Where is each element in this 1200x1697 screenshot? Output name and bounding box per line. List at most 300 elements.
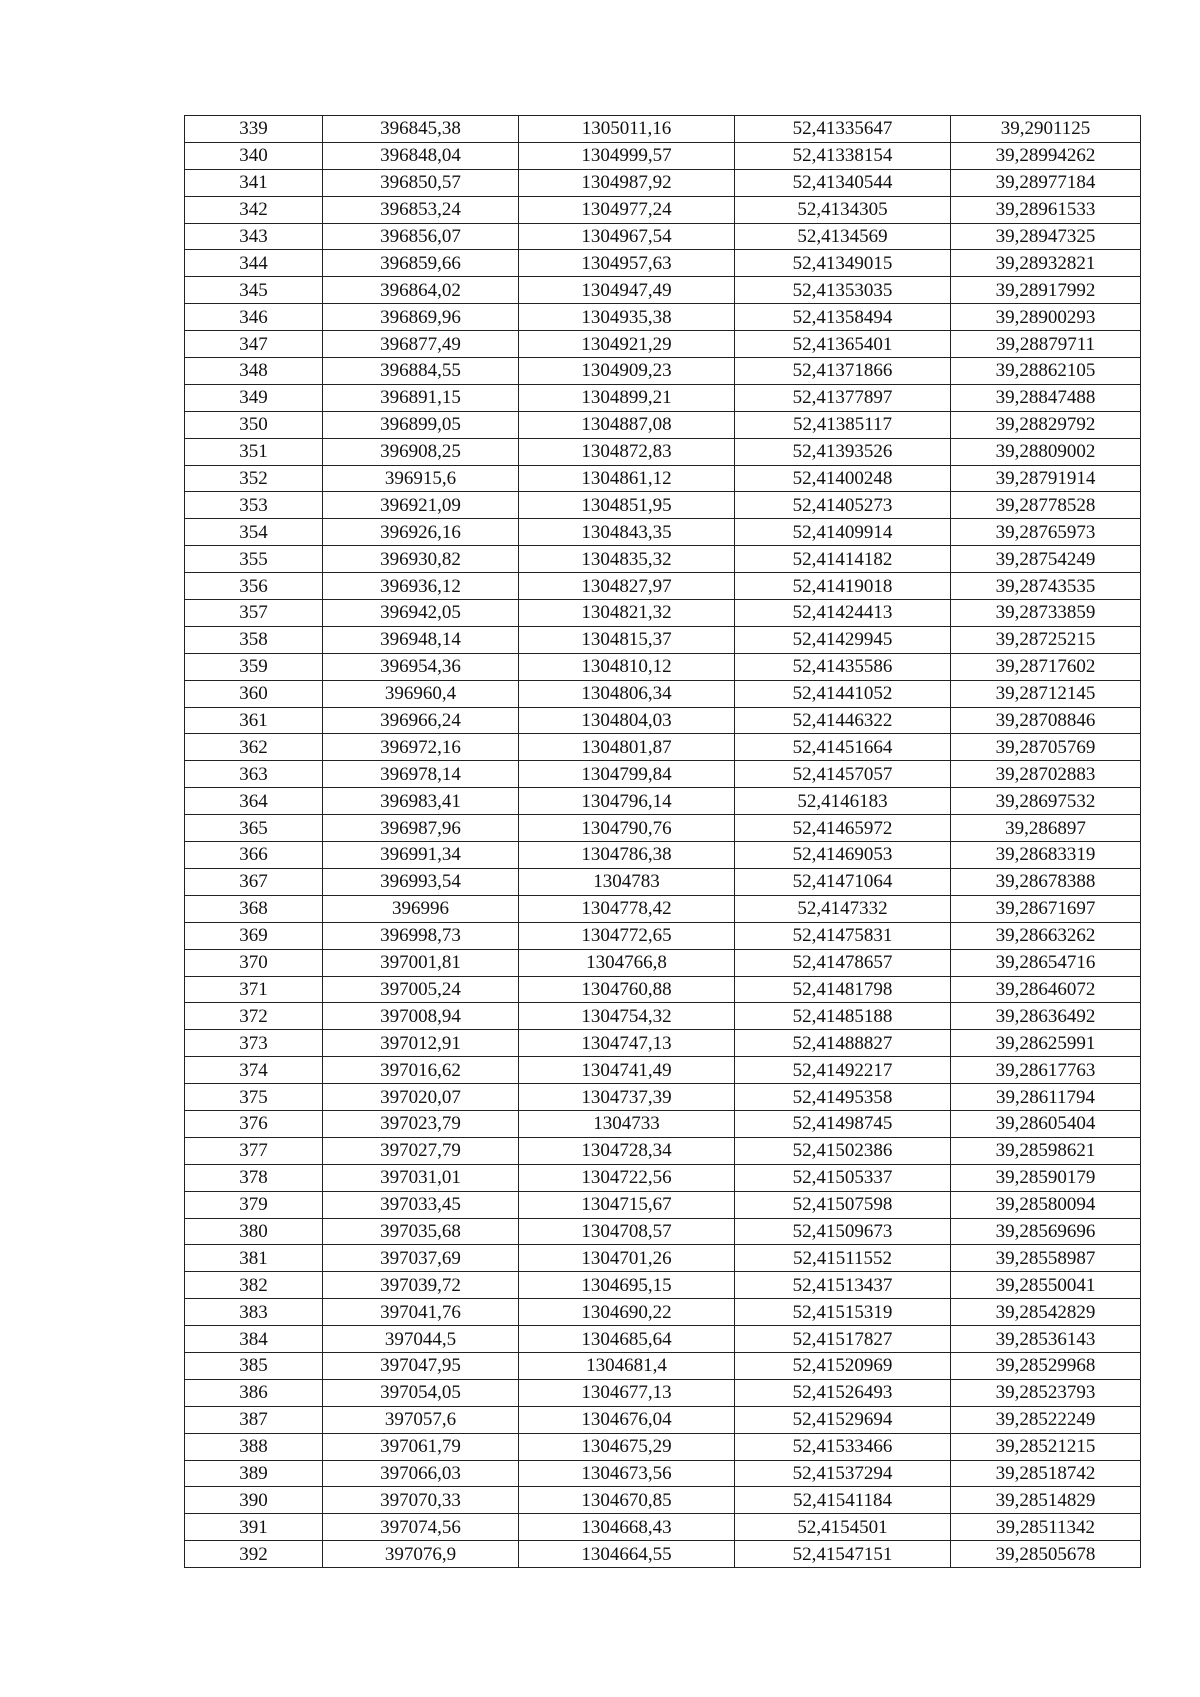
longitude-cell: 39,28536143 [951, 1326, 1141, 1353]
y-coordinate-cell: 1304760,88 [519, 976, 735, 1003]
longitude-cell: 39,28663262 [951, 922, 1141, 949]
point-number-cell: 371 [185, 976, 323, 1003]
point-number-cell: 378 [185, 1164, 323, 1191]
table-row [185, 1084, 1141, 1111]
point-number-cell: 369 [185, 922, 323, 949]
longitude-cell: 39,28514829 [951, 1487, 1141, 1514]
coordinates-table-body [185, 116, 1141, 1568]
x-coordinate-cell: 396972,16 [323, 734, 519, 761]
x-coordinate-cell: 397012,91 [323, 1030, 519, 1057]
table-row [185, 142, 1141, 169]
longitude-cell: 39,28654716 [951, 949, 1141, 976]
latitude-cell: 52,41451664 [735, 734, 951, 761]
x-coordinate-cell: 397016,62 [323, 1057, 519, 1084]
x-coordinate-cell: 396921,09 [323, 492, 519, 519]
latitude-cell: 52,4154501 [735, 1514, 951, 1541]
y-coordinate-cell: 1304799,84 [519, 761, 735, 788]
longitude-cell: 39,28569696 [951, 1218, 1141, 1245]
x-coordinate-cell: 397008,94 [323, 1003, 519, 1030]
table-row [185, 384, 1141, 411]
point-number-cell: 358 [185, 626, 323, 653]
point-number-cell: 341 [185, 169, 323, 196]
x-coordinate-cell: 397044,5 [323, 1326, 519, 1353]
latitude-cell: 52,41446322 [735, 707, 951, 734]
longitude-cell: 39,28646072 [951, 976, 1141, 1003]
y-coordinate-cell: 1304810,12 [519, 653, 735, 680]
x-coordinate-cell: 396993,54 [323, 868, 519, 895]
point-number-cell: 367 [185, 868, 323, 895]
longitude-cell: 39,28697532 [951, 788, 1141, 815]
longitude-cell: 39,28522249 [951, 1406, 1141, 1433]
y-coordinate-cell: 1304935,38 [519, 304, 735, 331]
latitude-cell: 52,41511552 [735, 1245, 951, 1272]
y-coordinate-cell: 1304801,87 [519, 734, 735, 761]
table-row [185, 1299, 1141, 1326]
point-number-cell: 356 [185, 573, 323, 600]
x-coordinate-cell: 397074,56 [323, 1514, 519, 1541]
latitude-cell: 52,41541184 [735, 1487, 951, 1514]
table-row [185, 1137, 1141, 1164]
x-coordinate-cell: 396845,38 [323, 116, 519, 143]
longitude-cell: 39,28765973 [951, 519, 1141, 546]
y-coordinate-cell: 1304977,24 [519, 196, 735, 223]
latitude-cell: 52,41349015 [735, 250, 951, 277]
point-number-cell: 382 [185, 1272, 323, 1299]
table-row [185, 600, 1141, 627]
x-coordinate-cell: 397054,05 [323, 1379, 519, 1406]
point-number-cell: 355 [185, 546, 323, 573]
latitude-cell: 52,41495358 [735, 1084, 951, 1111]
point-number-cell: 361 [185, 707, 323, 734]
longitude-cell: 39,28521215 [951, 1433, 1141, 1460]
latitude-cell: 52,41509673 [735, 1218, 951, 1245]
table-row [185, 465, 1141, 492]
point-number-cell: 347 [185, 331, 323, 358]
x-coordinate-cell: 396960,4 [323, 680, 519, 707]
point-number-cell: 387 [185, 1406, 323, 1433]
longitude-cell: 39,286897 [951, 815, 1141, 842]
x-coordinate-cell: 396942,05 [323, 600, 519, 627]
x-coordinate-cell: 396899,05 [323, 411, 519, 438]
y-coordinate-cell: 1304741,49 [519, 1057, 735, 1084]
point-number-cell: 392 [185, 1541, 323, 1568]
x-coordinate-cell: 396856,07 [323, 223, 519, 250]
latitude-cell: 52,41358494 [735, 304, 951, 331]
y-coordinate-cell: 1304790,76 [519, 815, 735, 842]
x-coordinate-cell: 397061,79 [323, 1433, 519, 1460]
longitude-cell: 39,28678388 [951, 868, 1141, 895]
table-row [185, 250, 1141, 277]
point-number-cell: 380 [185, 1218, 323, 1245]
x-coordinate-cell: 396859,66 [323, 250, 519, 277]
y-coordinate-cell: 1304872,83 [519, 438, 735, 465]
y-coordinate-cell: 1304921,29 [519, 331, 735, 358]
latitude-cell: 52,41515319 [735, 1299, 951, 1326]
latitude-cell: 52,41340544 [735, 169, 951, 196]
table-row [185, 546, 1141, 573]
table-row [185, 1218, 1141, 1245]
latitude-cell: 52,41529694 [735, 1406, 951, 1433]
table-row [185, 438, 1141, 465]
latitude-cell: 52,41353035 [735, 277, 951, 304]
longitude-cell: 39,28683319 [951, 842, 1141, 869]
point-number-cell: 385 [185, 1352, 323, 1379]
longitude-cell: 39,28829792 [951, 411, 1141, 438]
y-coordinate-cell: 1304670,85 [519, 1487, 735, 1514]
point-number-cell: 375 [185, 1084, 323, 1111]
latitude-cell: 52,41400248 [735, 465, 951, 492]
y-coordinate-cell: 1304754,32 [519, 1003, 735, 1030]
point-number-cell: 339 [185, 116, 323, 143]
y-coordinate-cell: 1304899,21 [519, 384, 735, 411]
point-number-cell: 359 [185, 653, 323, 680]
table-row [185, 519, 1141, 546]
point-number-cell: 343 [185, 223, 323, 250]
latitude-cell: 52,41429945 [735, 626, 951, 653]
longitude-cell: 39,28708846 [951, 707, 1141, 734]
point-number-cell: 368 [185, 895, 323, 922]
x-coordinate-cell: 396853,24 [323, 196, 519, 223]
longitude-cell: 39,28961533 [951, 196, 1141, 223]
table-row [185, 868, 1141, 895]
table-row [185, 223, 1141, 250]
y-coordinate-cell: 1304673,56 [519, 1460, 735, 1487]
y-coordinate-cell: 1304796,14 [519, 788, 735, 815]
y-coordinate-cell: 1304987,92 [519, 169, 735, 196]
latitude-cell: 52,41507598 [735, 1191, 951, 1218]
latitude-cell: 52,41457057 [735, 761, 951, 788]
y-coordinate-cell: 1304733 [519, 1110, 735, 1137]
latitude-cell: 52,41485188 [735, 1003, 951, 1030]
table-row [185, 1326, 1141, 1353]
x-coordinate-cell: 396978,14 [323, 761, 519, 788]
longitude-cell: 39,28558987 [951, 1245, 1141, 1272]
table-row [185, 1245, 1141, 1272]
latitude-cell: 52,41469053 [735, 842, 951, 869]
longitude-cell: 39,28636492 [951, 1003, 1141, 1030]
longitude-cell: 39,28518742 [951, 1460, 1141, 1487]
table-row [185, 1057, 1141, 1084]
longitude-cell: 39,28705769 [951, 734, 1141, 761]
latitude-cell: 52,41498745 [735, 1110, 951, 1137]
latitude-cell: 52,41424413 [735, 600, 951, 627]
table-row [185, 1406, 1141, 1433]
point-number-cell: 389 [185, 1460, 323, 1487]
y-coordinate-cell: 1304737,39 [519, 1084, 735, 1111]
x-coordinate-cell: 396998,73 [323, 922, 519, 949]
x-coordinate-cell: 397070,33 [323, 1487, 519, 1514]
longitude-cell: 39,28778528 [951, 492, 1141, 519]
point-number-cell: 386 [185, 1379, 323, 1406]
latitude-cell: 52,41393526 [735, 438, 951, 465]
latitude-cell: 52,41371866 [735, 358, 951, 385]
table-row [185, 1514, 1141, 1541]
table-row [185, 1487, 1141, 1514]
point-number-cell: 362 [185, 734, 323, 761]
point-number-cell: 388 [185, 1433, 323, 1460]
y-coordinate-cell: 1304772,65 [519, 922, 735, 949]
x-coordinate-cell: 396884,55 [323, 358, 519, 385]
longitude-cell: 39,28754249 [951, 546, 1141, 573]
longitude-cell: 39,28598621 [951, 1137, 1141, 1164]
x-coordinate-cell: 396991,34 [323, 842, 519, 869]
latitude-cell: 52,41492217 [735, 1057, 951, 1084]
x-coordinate-cell: 396954,36 [323, 653, 519, 680]
point-number-cell: 391 [185, 1514, 323, 1541]
x-coordinate-cell: 397057,6 [323, 1406, 519, 1433]
point-number-cell: 360 [185, 680, 323, 707]
x-coordinate-cell: 397023,79 [323, 1110, 519, 1137]
table-row [185, 653, 1141, 680]
x-coordinate-cell: 396983,41 [323, 788, 519, 815]
point-number-cell: 344 [185, 250, 323, 277]
x-coordinate-cell: 396850,57 [323, 169, 519, 196]
longitude-cell: 39,28617763 [951, 1057, 1141, 1084]
point-number-cell: 345 [185, 277, 323, 304]
longitude-cell: 39,28809002 [951, 438, 1141, 465]
table-row [185, 277, 1141, 304]
longitude-cell: 39,28932821 [951, 250, 1141, 277]
point-number-cell: 384 [185, 1326, 323, 1353]
x-coordinate-cell: 397027,79 [323, 1137, 519, 1164]
y-coordinate-cell: 1304715,67 [519, 1191, 735, 1218]
table-row [185, 1352, 1141, 1379]
longitude-cell: 39,28511342 [951, 1514, 1141, 1541]
y-coordinate-cell: 1304728,34 [519, 1137, 735, 1164]
y-coordinate-cell: 1304783 [519, 868, 735, 895]
x-coordinate-cell: 397047,95 [323, 1352, 519, 1379]
latitude-cell: 52,41537294 [735, 1460, 951, 1487]
y-coordinate-cell: 1304887,08 [519, 411, 735, 438]
longitude-cell: 39,28791914 [951, 465, 1141, 492]
latitude-cell: 52,41419018 [735, 573, 951, 600]
longitude-cell: 39,28725215 [951, 626, 1141, 653]
x-coordinate-cell: 397033,45 [323, 1191, 519, 1218]
table-row [185, 1003, 1141, 1030]
y-coordinate-cell: 1304861,12 [519, 465, 735, 492]
latitude-cell: 52,41377897 [735, 384, 951, 411]
latitude-cell: 52,41365401 [735, 331, 951, 358]
y-coordinate-cell: 1304786,38 [519, 842, 735, 869]
longitude-cell: 39,28702883 [951, 761, 1141, 788]
latitude-cell: 52,4147332 [735, 895, 951, 922]
point-number-cell: 354 [185, 519, 323, 546]
x-coordinate-cell: 396936,12 [323, 573, 519, 600]
latitude-cell: 52,41441052 [735, 680, 951, 707]
x-coordinate-cell: 396926,16 [323, 519, 519, 546]
point-number-cell: 340 [185, 142, 323, 169]
latitude-cell: 52,41465972 [735, 815, 951, 842]
y-coordinate-cell: 1304701,26 [519, 1245, 735, 1272]
point-number-cell: 376 [185, 1110, 323, 1137]
table-row [185, 842, 1141, 869]
table-row [185, 1110, 1141, 1137]
x-coordinate-cell: 396996 [323, 895, 519, 922]
coordinates-table [184, 115, 1141, 1568]
y-coordinate-cell: 1304675,29 [519, 1433, 735, 1460]
longitude-cell: 39,28712145 [951, 680, 1141, 707]
table-row [185, 1433, 1141, 1460]
y-coordinate-cell: 1304947,49 [519, 277, 735, 304]
y-coordinate-cell: 1304681,4 [519, 1352, 735, 1379]
latitude-cell: 52,41513437 [735, 1272, 951, 1299]
point-number-cell: 370 [185, 949, 323, 976]
y-coordinate-cell: 1304909,23 [519, 358, 735, 385]
point-number-cell: 350 [185, 411, 323, 438]
x-coordinate-cell: 396891,15 [323, 384, 519, 411]
longitude-cell: 39,28580094 [951, 1191, 1141, 1218]
longitude-cell: 39,28994262 [951, 142, 1141, 169]
y-coordinate-cell: 1304664,55 [519, 1541, 735, 1568]
latitude-cell: 52,41478657 [735, 949, 951, 976]
longitude-cell: 39,2901125 [951, 116, 1141, 143]
latitude-cell: 52,41409914 [735, 519, 951, 546]
longitude-cell: 39,28529968 [951, 1352, 1141, 1379]
y-coordinate-cell: 1304722,56 [519, 1164, 735, 1191]
table-row [185, 949, 1141, 976]
y-coordinate-cell: 1304827,97 [519, 573, 735, 600]
latitude-cell: 52,41520969 [735, 1352, 951, 1379]
point-number-cell: 363 [185, 761, 323, 788]
table-row [185, 492, 1141, 519]
longitude-cell: 39,28542829 [951, 1299, 1141, 1326]
point-number-cell: 373 [185, 1030, 323, 1057]
longitude-cell: 39,28862105 [951, 358, 1141, 385]
y-coordinate-cell: 1304685,64 [519, 1326, 735, 1353]
longitude-cell: 39,28717602 [951, 653, 1141, 680]
y-coordinate-cell: 1304766,8 [519, 949, 735, 976]
table-row [185, 573, 1141, 600]
latitude-cell: 52,4134569 [735, 223, 951, 250]
longitude-cell: 39,28605404 [951, 1110, 1141, 1137]
longitude-cell: 39,28977184 [951, 169, 1141, 196]
y-coordinate-cell: 1304677,13 [519, 1379, 735, 1406]
longitude-cell: 39,28947325 [951, 223, 1141, 250]
latitude-cell: 52,41502386 [735, 1137, 951, 1164]
latitude-cell: 52,41505337 [735, 1164, 951, 1191]
y-coordinate-cell: 1304821,32 [519, 600, 735, 627]
latitude-cell: 52,41335647 [735, 116, 951, 143]
longitude-cell: 39,28523793 [951, 1379, 1141, 1406]
point-number-cell: 377 [185, 1137, 323, 1164]
latitude-cell: 52,41481798 [735, 976, 951, 1003]
latitude-cell: 52,41414182 [735, 546, 951, 573]
x-coordinate-cell: 397037,69 [323, 1245, 519, 1272]
x-coordinate-cell: 397066,03 [323, 1460, 519, 1487]
x-coordinate-cell: 396930,82 [323, 546, 519, 573]
table-row [185, 976, 1141, 1003]
longitude-cell: 39,28590179 [951, 1164, 1141, 1191]
table-row [185, 1541, 1141, 1568]
table-row [185, 331, 1141, 358]
x-coordinate-cell: 396948,14 [323, 626, 519, 653]
longitude-cell: 39,28625991 [951, 1030, 1141, 1057]
point-number-cell: 390 [185, 1487, 323, 1514]
point-number-cell: 351 [185, 438, 323, 465]
x-coordinate-cell: 396848,04 [323, 142, 519, 169]
point-number-cell: 346 [185, 304, 323, 331]
x-coordinate-cell: 397041,76 [323, 1299, 519, 1326]
longitude-cell: 39,28900293 [951, 304, 1141, 331]
longitude-cell: 39,28879711 [951, 331, 1141, 358]
y-coordinate-cell: 1304804,03 [519, 707, 735, 734]
latitude-cell: 52,41526493 [735, 1379, 951, 1406]
y-coordinate-cell: 1304957,63 [519, 250, 735, 277]
longitude-cell: 39,28505678 [951, 1541, 1141, 1568]
table-row [185, 815, 1141, 842]
table-row [185, 626, 1141, 653]
latitude-cell: 52,4134305 [735, 196, 951, 223]
y-coordinate-cell: 1304843,35 [519, 519, 735, 546]
x-coordinate-cell: 397001,81 [323, 949, 519, 976]
point-number-cell: 353 [185, 492, 323, 519]
table-row [185, 761, 1141, 788]
table-row [185, 1379, 1141, 1406]
latitude-cell: 52,41338154 [735, 142, 951, 169]
y-coordinate-cell: 1304690,22 [519, 1299, 735, 1326]
x-coordinate-cell: 397035,68 [323, 1218, 519, 1245]
y-coordinate-cell: 1304815,37 [519, 626, 735, 653]
point-number-cell: 357 [185, 600, 323, 627]
point-number-cell: 383 [185, 1299, 323, 1326]
point-number-cell: 372 [185, 1003, 323, 1030]
table-row [185, 707, 1141, 734]
longitude-cell: 39,28847488 [951, 384, 1141, 411]
longitude-cell: 39,28733859 [951, 600, 1141, 627]
longitude-cell: 39,28917992 [951, 277, 1141, 304]
y-coordinate-cell: 1304695,15 [519, 1272, 735, 1299]
table-row [185, 116, 1141, 143]
y-coordinate-cell: 1304967,54 [519, 223, 735, 250]
latitude-cell: 52,41435586 [735, 653, 951, 680]
x-coordinate-cell: 397076,9 [323, 1541, 519, 1568]
table-row [185, 1030, 1141, 1057]
latitude-cell: 52,41405273 [735, 492, 951, 519]
latitude-cell: 52,41547151 [735, 1541, 951, 1568]
x-coordinate-cell: 396987,96 [323, 815, 519, 842]
table-row [185, 358, 1141, 385]
table-row [185, 734, 1141, 761]
point-number-cell: 366 [185, 842, 323, 869]
y-coordinate-cell: 1304835,32 [519, 546, 735, 573]
table-row [185, 1460, 1141, 1487]
longitude-cell: 39,28550041 [951, 1272, 1141, 1299]
x-coordinate-cell: 397039,72 [323, 1272, 519, 1299]
y-coordinate-cell: 1304708,57 [519, 1218, 735, 1245]
y-coordinate-cell: 1304778,42 [519, 895, 735, 922]
point-number-cell: 365 [185, 815, 323, 842]
x-coordinate-cell: 397020,07 [323, 1084, 519, 1111]
latitude-cell: 52,41475831 [735, 922, 951, 949]
point-number-cell: 342 [185, 196, 323, 223]
latitude-cell: 52,41533466 [735, 1433, 951, 1460]
latitude-cell: 52,41385117 [735, 411, 951, 438]
y-coordinate-cell: 1304851,95 [519, 492, 735, 519]
table-row [185, 680, 1141, 707]
table-row [185, 922, 1141, 949]
table-row [185, 1164, 1141, 1191]
x-coordinate-cell: 396877,49 [323, 331, 519, 358]
point-number-cell: 379 [185, 1191, 323, 1218]
x-coordinate-cell: 396908,25 [323, 438, 519, 465]
y-coordinate-cell: 1304806,34 [519, 680, 735, 707]
x-coordinate-cell: 396869,96 [323, 304, 519, 331]
y-coordinate-cell: 1304999,57 [519, 142, 735, 169]
point-number-cell: 352 [185, 465, 323, 492]
point-number-cell: 349 [185, 384, 323, 411]
point-number-cell: 381 [185, 1245, 323, 1272]
longitude-cell: 39,28671697 [951, 895, 1141, 922]
